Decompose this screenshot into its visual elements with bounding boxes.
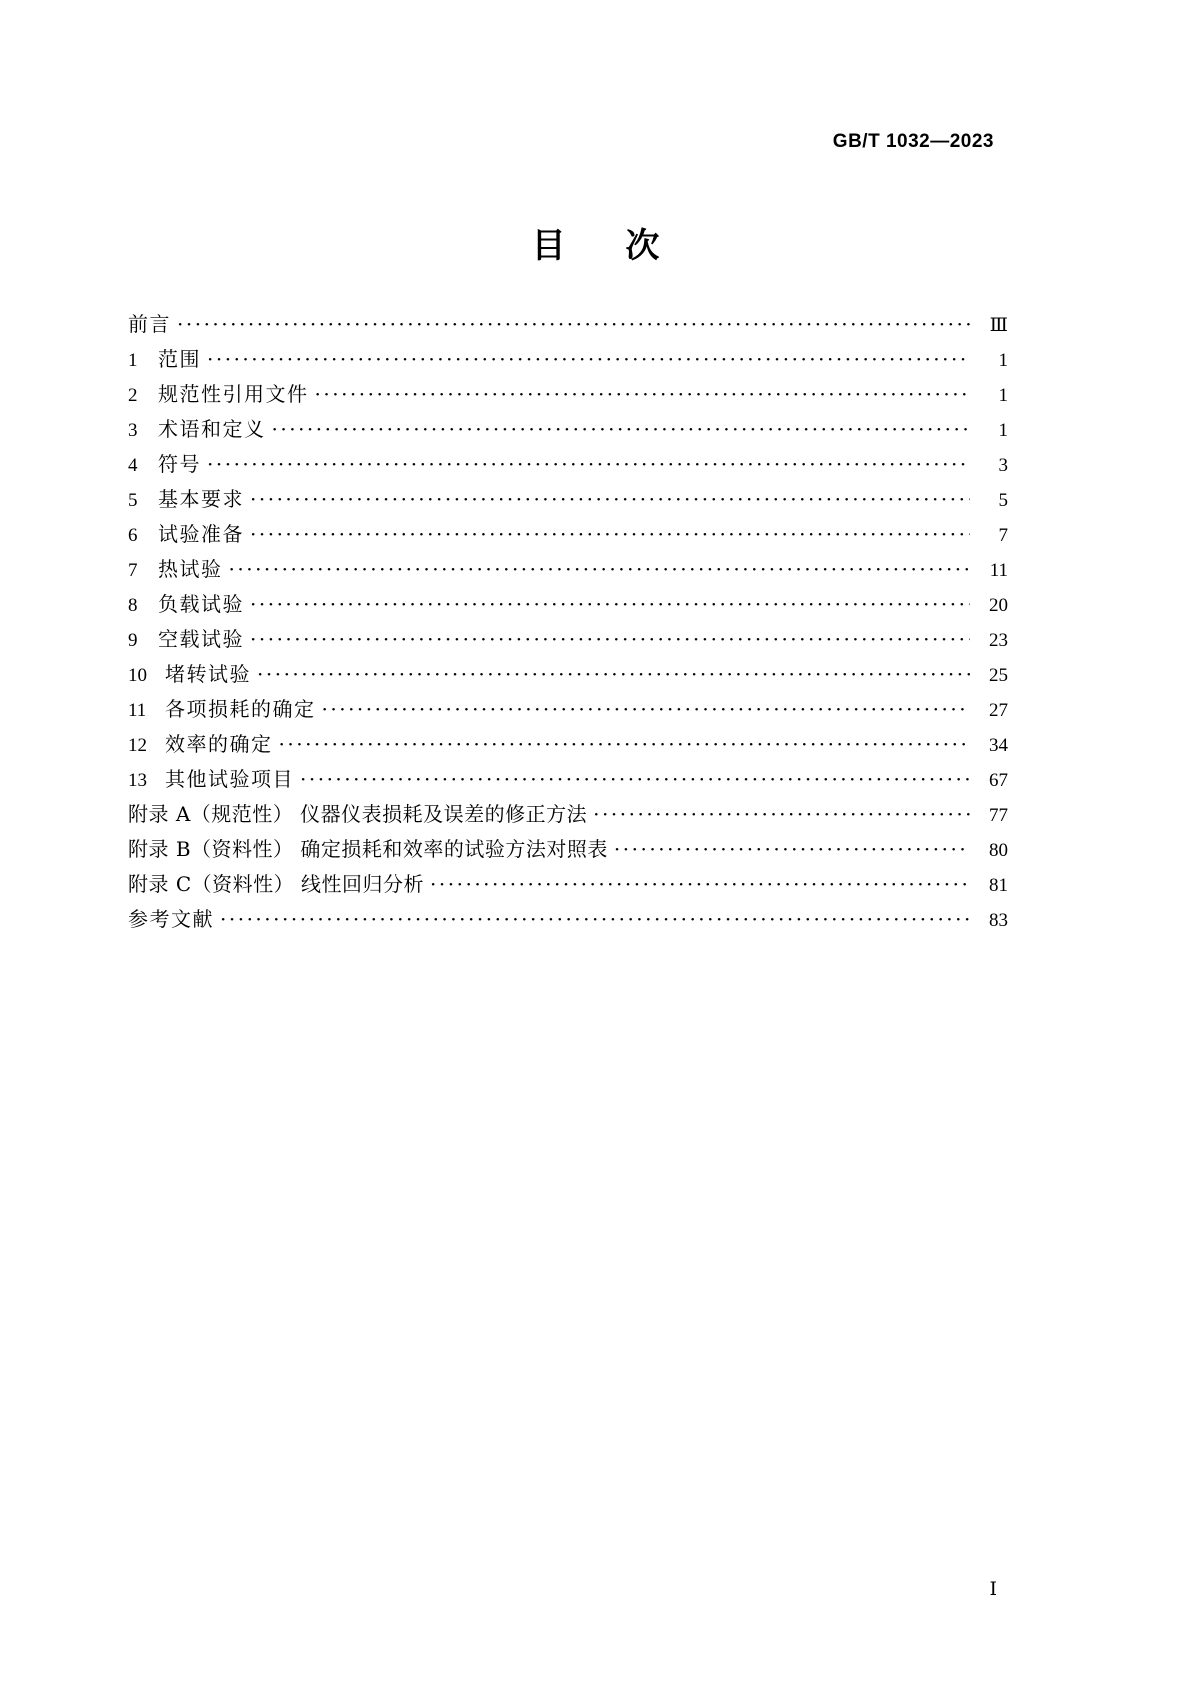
toc-entry-label: 效率的确定 <box>165 732 273 756</box>
toc-entry-label: 附录 C（资料性） 线性回归分析 <box>128 872 425 896</box>
toc-entry-number: 12 <box>128 735 147 756</box>
toc-entry[interactable] <box>128 448 1008 483</box>
toc-entry-number: 1 <box>128 350 138 371</box>
toc-entry[interactable] <box>128 693 1008 728</box>
toc-entry-page-number: 81 <box>989 875 1008 896</box>
toc-entry-page-number: 1 <box>998 350 1008 371</box>
toc-entry-label: 堵转试验 <box>165 662 251 686</box>
toc-entry[interactable] <box>128 623 1008 658</box>
toc-entry-page-number: 67 <box>989 770 1008 791</box>
toc-entry[interactable] <box>128 903 1008 938</box>
page-title: 目 次 <box>531 226 684 266</box>
running-header <box>833 131 994 153</box>
toc-leader-dots <box>272 419 971 439</box>
toc-entry-page-number: 7 <box>998 525 1008 546</box>
toc-entry-number: 7 <box>128 560 138 581</box>
toc-entry[interactable] <box>128 833 1008 868</box>
toc-entry-label: 范围 <box>158 347 201 371</box>
toc-entry-number: 3 <box>128 420 138 441</box>
toc-leader-dots <box>279 734 971 754</box>
toc-leader-dots <box>207 454 970 474</box>
toc-entry[interactable] <box>128 798 1008 833</box>
toc-entry[interactable] <box>128 343 1008 378</box>
toc-leader-dots <box>593 804 970 824</box>
toc-entry-label: 参考文献 <box>128 907 214 931</box>
toc-entry-number: 4 <box>128 455 138 476</box>
toc-entry[interactable] <box>128 518 1008 553</box>
toc-entry[interactable] <box>128 728 1008 763</box>
toc-entry[interactable] <box>128 413 1008 448</box>
toc-leader-dots <box>250 524 970 544</box>
toc-entry-page-number: Ⅲ <box>989 315 1008 336</box>
toc-entry-number: 8 <box>128 595 138 616</box>
toc-entry[interactable] <box>128 658 1008 693</box>
toc-leader-dots <box>229 559 971 579</box>
toc-entry-label: 热试验 <box>158 557 223 581</box>
toc-entry-label: 前言 <box>128 312 171 336</box>
toc-entry-number: 6 <box>128 525 138 546</box>
toc-leader-dots <box>300 769 970 789</box>
toc-entry-label: 其他试验项目 <box>165 767 294 791</box>
toc-leader-dots <box>177 314 970 334</box>
toc-entry[interactable] <box>128 588 1008 623</box>
toc-entry-page-number: 11 <box>989 560 1008 581</box>
toc-leader-dots <box>614 839 970 859</box>
toc-entry-page-number: 80 <box>989 840 1008 861</box>
page-folio: Ⅰ <box>989 1579 997 1600</box>
toc-entry-label: 基本要求 <box>158 487 244 511</box>
toc-entry-number: 2 <box>128 385 138 406</box>
toc-entry-label: 负载试验 <box>158 592 244 616</box>
toc-entry-number: 11 <box>128 700 147 721</box>
toc-entry-label: 附录 A（规范性） 仪器仪表损耗及误差的修正方法 <box>128 802 588 826</box>
toc-entry-page-number: 1 <box>998 420 1008 441</box>
toc-leader-dots <box>250 629 970 649</box>
toc-leader-dots <box>220 909 970 929</box>
toc-entry-label: 试验准备 <box>158 522 244 546</box>
toc-leader-dots <box>430 874 970 894</box>
toc-entry-number: 13 <box>128 770 147 791</box>
toc-entry-label: 附录 B（资料性） 确定损耗和效率的试验方法对照表 <box>128 837 608 861</box>
toc-entry-number: 10 <box>128 665 147 686</box>
toc-entry-number: 5 <box>128 490 138 511</box>
toc-entry-page-number: 27 <box>989 700 1008 721</box>
standard-designation: GB/T 1032—2023 <box>832 131 994 152</box>
toc-entry-label: 符号 <box>158 452 201 476</box>
toc-entry[interactable] <box>128 378 1008 413</box>
toc-entry-label: 空载试验 <box>158 627 244 651</box>
toc-leader-dots <box>207 349 970 369</box>
table-of-contents <box>128 308 1008 938</box>
toc-entry[interactable] <box>128 308 1008 343</box>
toc-entry[interactable] <box>128 868 1008 903</box>
toc-entry-page-number: 5 <box>998 490 1008 511</box>
toc-entry[interactable] <box>128 483 1008 518</box>
toc-leader-dots <box>257 664 970 684</box>
toc-entry-number: 9 <box>128 630 138 651</box>
toc-entry-page-number: 23 <box>989 630 1008 651</box>
toc-entry-page-number: 3 <box>998 455 1008 476</box>
toc-entry-label: 术语和定义 <box>158 417 266 441</box>
toc-entry-page-number: 34 <box>989 735 1008 756</box>
toc-entry-page-number: 25 <box>989 665 1008 686</box>
toc-leader-dots <box>322 699 971 719</box>
toc-leader-dots <box>250 489 970 509</box>
toc-entry-page-number: 20 <box>989 595 1008 616</box>
toc-entry-label: 规范性引用文件 <box>158 382 309 406</box>
toc-entry-label: 各项损耗的确定 <box>165 697 316 721</box>
toc-leader-dots <box>315 384 971 404</box>
toc-entry-page-number: 1 <box>998 385 1008 406</box>
toc-leader-dots <box>250 594 970 614</box>
toc-entry[interactable] <box>128 763 1008 798</box>
toc-entry[interactable] <box>128 553 1008 588</box>
toc-entry-page-number: 77 <box>989 805 1008 826</box>
toc-entry-page-number: 83 <box>989 910 1008 931</box>
